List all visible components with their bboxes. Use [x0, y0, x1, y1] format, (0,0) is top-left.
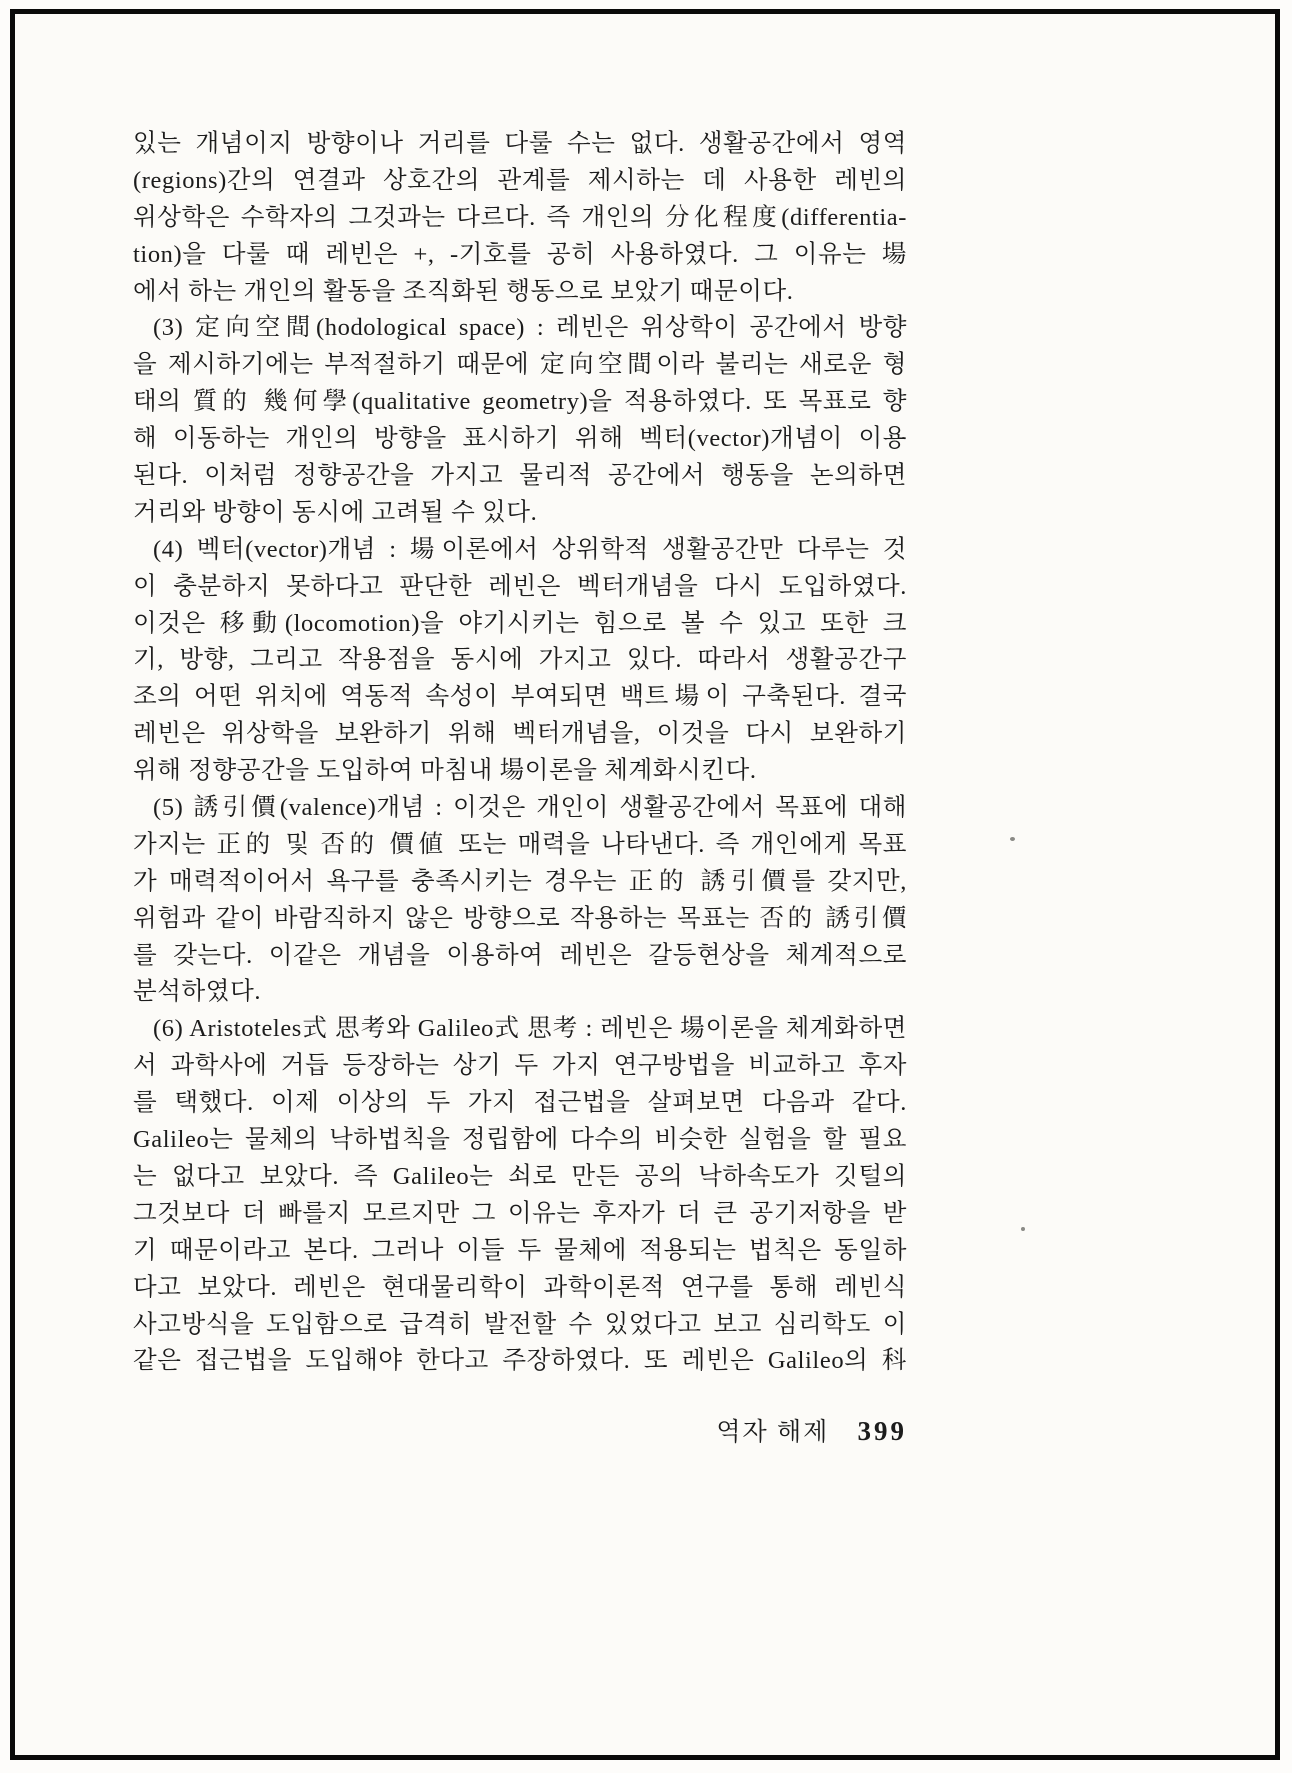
- text-line: (5) 誘引價(valence)개념 : 이것은 개인이 생활공간에서 목표에 대해: [153, 794, 907, 822]
- text-line: 위해 정향공간을 도입하여 마침내 場이론을 체계화시킨다.: [133, 757, 757, 785]
- text-line: 을 제시하기에는 부적절하기 때문에 定向空間이라 불리는 새로운 형: [133, 351, 907, 379]
- text-line: 기 때문이라고 본다. 그러나 이들 두 물체에 적용되는 법칙은 동일하: [133, 1236, 907, 1264]
- text-line: 거리와 방향이 동시에 고려될 수 있다.: [133, 498, 538, 526]
- text-line: 기, 방향, 그리고 작용점을 동시에 가지고 있다. 따라서 생활공간구: [133, 646, 907, 674]
- text-line: 다고 보았다. 레빈은 현대물리학이 과학이론적 연구를 통해 레빈식: [133, 1273, 907, 1301]
- footer-running-title: 역자 해제: [716, 1419, 830, 1446]
- text-line: 그것보다 더 빠를지 모르지만 그 이유는 후자가 더 큰 공기저항을 받: [133, 1199, 907, 1227]
- text-line: (4) 벡터(vector)개념 : 場이론에서 상위학적 생활공간만 다루는 것: [153, 535, 907, 563]
- body-text: [133, 126, 907, 1380]
- text-line: (6) Aristoteles式 思考와 Galileo式 思考 : 레빈은 場이론을 체계화하면: [153, 1015, 907, 1043]
- text-line: 에서 하는 개인의 활동을 조직화된 행동으로 보았기 때문이다.: [133, 277, 794, 305]
- text-line: (3) 定向空間(hodological space) : 레빈은 위상학이 공간에서 방향: [153, 314, 907, 342]
- text-line: 있는 개념이지 방향이나 거리를 다룰 수는 없다. 생활공간에서 영역: [133, 130, 907, 157]
- text-line: 서 과학사에 거듭 등장하는 상기 두 가지 연구방법을 비교하고 후자: [133, 1052, 907, 1080]
- text-line: 를 갖는다. 이같은 개념을 이용하여 레빈은 갈등현상을 체계적으로: [133, 941, 907, 969]
- page-footer: [133, 1412, 907, 1448]
- text-line: 분석하였다.: [133, 978, 262, 1006]
- text-line: 이것은 移動(locomotion)을 야기시키는 힘으로 볼 수 있고 또한 크: [133, 609, 907, 637]
- scan-artifact: [1021, 1227, 1025, 1231]
- text-line: 위험과 같이 바람직하지 않은 방향으로 작용하는 목표는 否的 誘引價: [133, 904, 907, 932]
- text-line: 를 택했다. 이제 이상의 두 가지 접근법을 살펴보면 다음과 같다.: [133, 1089, 907, 1117]
- text-line: 이 충분하지 못하다고 판단한 레빈은 벡터개념을 다시 도입하였다.: [133, 572, 907, 600]
- text-line: 위상학은 수학자의 그것과는 다르다. 즉 개인의 分化程度(differentia-: [133, 203, 907, 231]
- text-line: 태의 質的 幾何學(qualitative geometry)을 적용하였다. 또 목표로 향: [133, 388, 907, 416]
- text-line: 가지는 正的 및 否的 價値 또는 매력을 나타낸다. 즉 개인에게 목표: [133, 830, 907, 858]
- text-line: 가 매력적이어서 욕구를 충족시키는 경우는 正的 誘引價를 갖지만,: [133, 867, 907, 895]
- text-line: 레빈은 위상학을 보완하기 위해 벡터개념을, 이것을 다시 보완하기: [133, 720, 907, 748]
- text-line: tion)을 다룰 때 레빈은 +, -기호를 공히 사용하였다. 그 이유는 場: [133, 240, 907, 268]
- text-line: 조의 어떤 위치에 역동적 속성이 부여되면 백트場이 구축된다. 결국: [133, 683, 907, 711]
- text-line: 해 이동하는 개인의 방향을 표시하기 위해 벡터(vector)개념이 이용: [133, 425, 907, 453]
- text-line: (regions)간의 연결과 상호간의 관계를 제시하는 데 사용한 레빈의: [133, 166, 907, 194]
- text-line: 된다. 이처럼 정향공간을 가지고 물리적 공간에서 행동을 논의하면: [133, 462, 907, 490]
- text-line: Galileo는 물체의 낙하법칙을 정립함에 다수의 비슷한 실험을 할 필요: [133, 1126, 907, 1154]
- scan-artifact: [1010, 837, 1015, 841]
- text-line: 같은 접근법을 도입해야 한다고 주장하였다. 또 레빈은 Galileo의 科: [133, 1347, 907, 1375]
- page-number: 399: [857, 1416, 907, 1446]
- text-line: 는 없다고 보았다. 즉 Galileo는 쇠로 만든 공의 낙하속도가 깃털의: [133, 1162, 907, 1190]
- text-line: 사고방식을 도입함으로 급격히 발전할 수 있었다고 보고 심리학도 이: [133, 1310, 907, 1338]
